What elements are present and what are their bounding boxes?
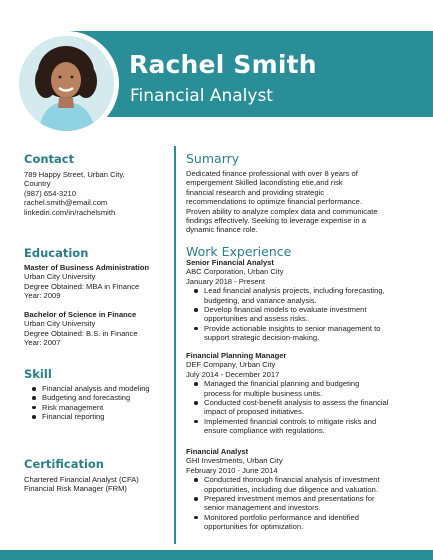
job-bullets xyxy=(186,475,426,531)
footer-band xyxy=(0,550,433,560)
list-item: Develop financial models to evaluate investment opportunities and assess risks. xyxy=(186,305,426,324)
list-item: Provide actionable insights to senior management to support strategic decision-making. xyxy=(186,324,426,343)
education-field: Degree Obtained: MBA in Finance xyxy=(24,281,140,291)
candidate-name: Rachel Smith xyxy=(129,50,317,79)
summary-line: empergement Skilled lacondisting etie,and risk xyxy=(186,178,343,188)
summary-text xyxy=(186,169,426,235)
education-year: Year: 2009 xyxy=(24,291,61,301)
list-item: Prepared investment memos and presentations for senior management and investors. xyxy=(186,494,426,513)
education-entry-2 xyxy=(24,310,172,348)
education-school: Urban City University xyxy=(24,272,96,282)
job-company: ABC Corporation, Urban City xyxy=(186,267,284,277)
column-divider xyxy=(174,146,176,544)
summary-line: dynamic finance role. xyxy=(186,225,258,235)
job-entry-3 xyxy=(186,447,426,532)
summary-line: Dedicated finance professional with over 8 years of xyxy=(186,169,358,178)
education-year: Year: 2007 xyxy=(24,338,61,348)
contact-heading: Contact xyxy=(24,152,75,166)
summary-line: findings effectively. Seeking to leverage expertise in a xyxy=(186,216,366,226)
education-degree: Bachelor of Science in Finance xyxy=(24,310,137,319)
list-item: Financial analysis and modeling xyxy=(24,384,172,393)
list-item: Risk management xyxy=(24,403,172,412)
job-entry-1 xyxy=(186,258,426,343)
job-entry-2 xyxy=(186,351,426,436)
education-heading: Education xyxy=(24,246,89,260)
contact-address-line-1: 789 Happy Street, Urban City, xyxy=(24,170,125,179)
job-bullets xyxy=(186,379,426,435)
contact-email: rachel.smith@email.com xyxy=(24,198,108,208)
contact-linkedin: linkedin.com/in/rachelsmith xyxy=(24,207,116,217)
contact-block xyxy=(24,170,169,217)
job-company: DEF Company, Urban City xyxy=(186,360,276,370)
list-item: Monitored portfolio performance and identified opportunities for optimization. xyxy=(186,513,426,532)
education-degree: Master of Business Administration xyxy=(24,263,150,272)
education-entry-1 xyxy=(24,263,172,301)
summary-heading: Sumarry xyxy=(186,151,240,166)
skill-heading: Skill xyxy=(24,367,52,381)
certification-list xyxy=(24,475,172,494)
job-company: GHI Investments, Urban City xyxy=(186,456,283,466)
job-dates: July 2014 - December 2017 xyxy=(186,369,280,379)
summary-line: Proven ability to analyze complex data and communicate xyxy=(186,206,378,216)
contact-address-line-2: Country xyxy=(24,179,51,189)
candidate-title: Financial Analyst xyxy=(130,86,273,106)
job-bullets xyxy=(186,286,426,342)
profile-photo xyxy=(19,36,114,131)
job-dates: January 2018 - Present xyxy=(186,276,265,286)
list-item: Chartered Financial Analyst (CFA) xyxy=(24,475,139,484)
certification-heading: Certification xyxy=(24,457,104,471)
summary-line: recommendations to optimize financial performance. xyxy=(186,197,363,207)
list-item: Conducted thorough financial analysis of investment opportunities, including due diligence and valuation. xyxy=(186,475,426,494)
list-item: Financial Risk Manager (FRM) xyxy=(24,484,127,494)
skill-list xyxy=(24,384,172,422)
list-item: Budgeting and forecasting xyxy=(24,393,172,402)
contact-phone: (987) 654-3210 xyxy=(24,188,76,198)
summary-line: financial research and providing strategic xyxy=(186,187,325,197)
experience-heading: Work Experience xyxy=(186,244,292,259)
list-item: Financial reporting xyxy=(24,412,172,421)
education-school: Urban City University xyxy=(24,319,96,329)
list-item: Lead financial analysis projects, including forecasting, budgeting, and variance analysis. xyxy=(186,286,426,305)
education-field: Degree Obtained: B.S. in Finance xyxy=(24,328,138,338)
job-role: Senior Financial Analyst xyxy=(186,258,274,267)
job-dates: February 2010 - June 2014 xyxy=(186,465,278,475)
list-item: Implemented financial controls to mitigate risks and ensure compliance with regulations. xyxy=(186,417,426,436)
list-item: Managed the financial planning and budgeting process for multiple business units. xyxy=(186,379,426,398)
profile-photo-illustration xyxy=(19,36,114,131)
job-role: Financial Planning Manager xyxy=(186,351,287,360)
job-role: Financial Analyst xyxy=(186,447,249,456)
list-item: Conducted cost-benefit analysis to assess the financial impact of proposed initiatives. xyxy=(186,398,426,417)
